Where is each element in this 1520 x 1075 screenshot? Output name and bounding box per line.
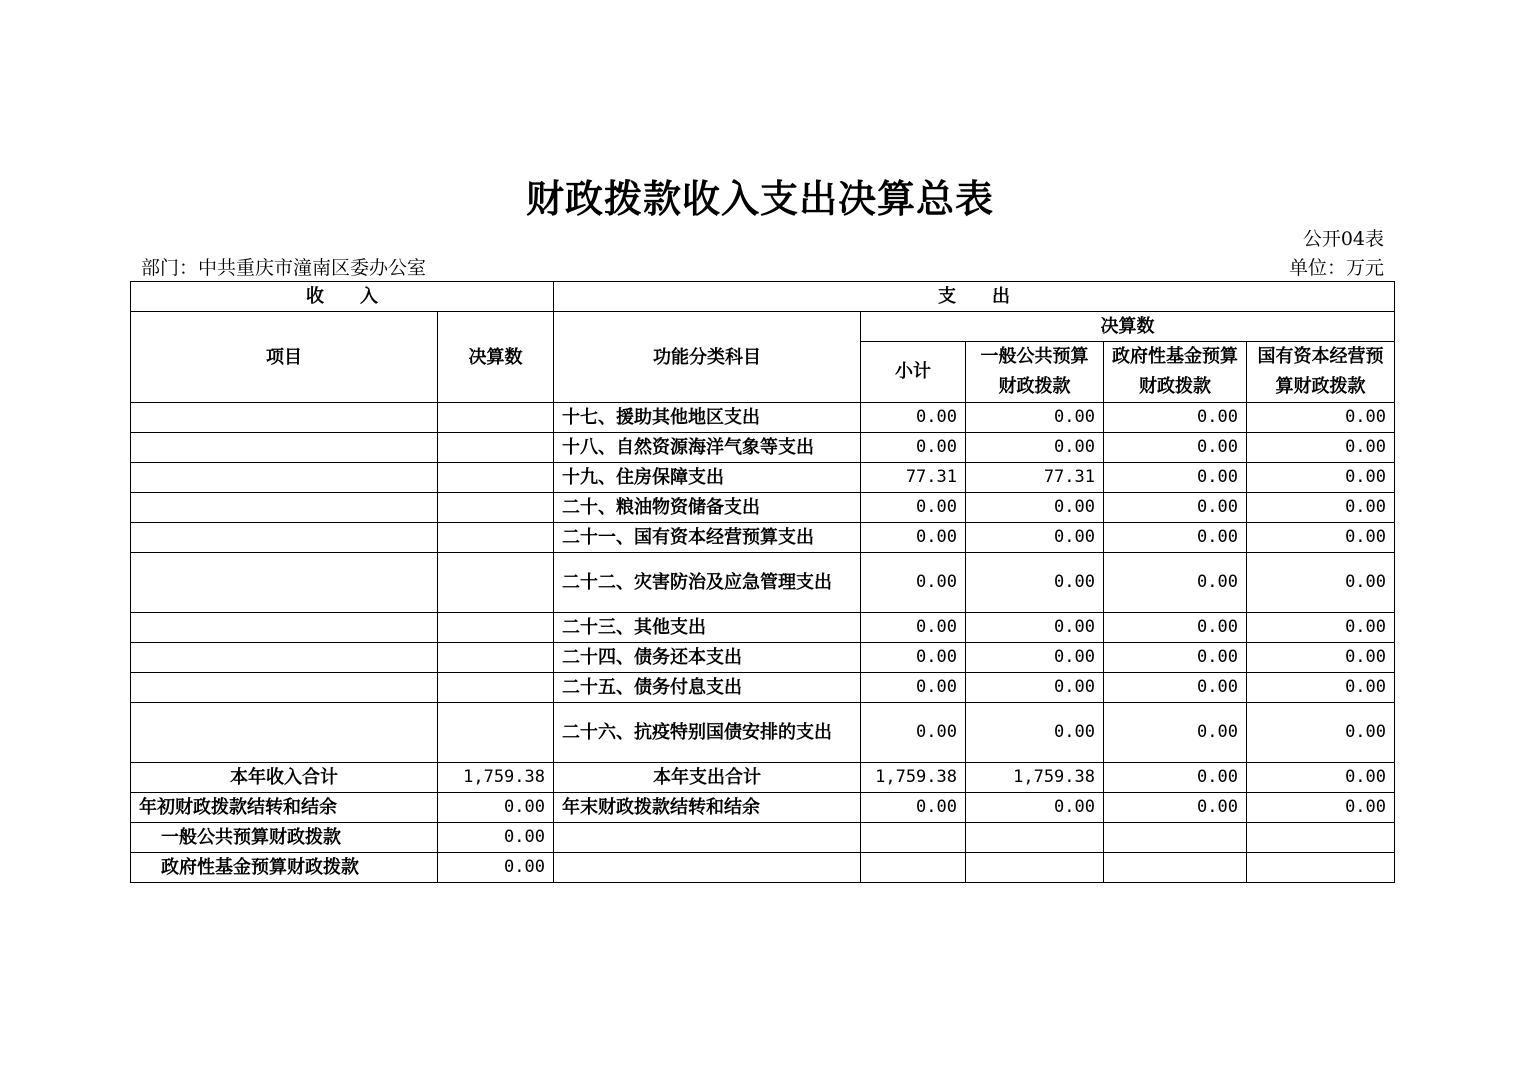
subtotal-value: 0.00 [861,613,966,643]
expense-label: 二十二、灾害防治及应急管理支出 [554,553,861,613]
table-number: 公开04表 [1302,228,1384,250]
subtotal-value: 0.00 [861,403,966,433]
general-budget-header: 一般公共预算财政拨款 [966,342,1104,403]
fund-value: 0.00 [1104,613,1247,643]
totals-row [131,763,1395,793]
expense-label: 二十六、抗疫特别国债安排的支出 [554,703,861,763]
capital-value: 0.00 [1247,463,1395,493]
general-value: 0.00 [966,673,1104,703]
subtotal-value: 0.00 [861,523,966,553]
header-row-1 [131,282,1395,312]
subtotal-value: 0.00 [861,673,966,703]
budget-table [130,281,1395,883]
department-label: 部门：中共重庆市潼南区委办公室 [141,257,427,279]
capital-value: 0.00 [1247,493,1395,523]
sub-income-label: 政府性基金预算财政拨款 [131,853,438,883]
capital-value: 0.00 [1247,433,1395,463]
subtotal-value: 0.00 [861,493,966,523]
capital-value: 0.00 [1247,643,1395,673]
expense-label: 二十三、其他支出 [554,613,861,643]
subtotal-value: 77.31 [861,463,966,493]
income-carry-label: 年初财政拨款结转和结余 [131,793,438,823]
table-row [131,433,1395,463]
final-header: 决算数 [861,312,1395,342]
general-value: 0.00 [966,523,1104,553]
capital-value: 0.00 [1247,553,1395,613]
table-row [131,403,1395,433]
page-title: 财政拨款收入支出决算总表 [525,176,994,221]
fund-value: 0.00 [1104,493,1247,523]
fund-value: 0.00 [1104,763,1247,793]
general-value: 0.00 [966,613,1104,643]
amount-header: 决算数 [438,312,554,403]
expense-label: 二十一、国有资本经营预算支出 [554,523,861,553]
unit-label: 单位：万元 [1288,257,1384,279]
table-row [131,493,1395,523]
sub-income-value: 0.00 [438,823,554,853]
general-value: 0.00 [966,793,1104,823]
fund-value: 0.00 [1104,433,1247,463]
capital-value: 0.00 [1247,673,1395,703]
item-header: 项目 [131,312,438,403]
income-total-label: 本年收入合计 [131,763,438,793]
expense-carry-label: 年末财政拨款结转和结余 [554,793,861,823]
fund-value: 0.00 [1104,523,1247,553]
expense-header: 支 出 [554,282,1395,312]
general-value: 0.00 [966,403,1104,433]
subtotal-header: 小计 [861,342,966,403]
general-value: 0.00 [966,703,1104,763]
table-row [131,673,1395,703]
expense-label: 二十、粮油物资储备支出 [554,493,861,523]
subtotal-value: 0.00 [861,643,966,673]
gov-fund-header: 政府性基金预算财政拨款 [1104,342,1247,403]
state-capital-header: 国有资本经营预算财政拨款 [1247,342,1395,403]
table-row [131,523,1395,553]
fund-value: 0.00 [1104,703,1247,763]
fund-value: 0.00 [1104,403,1247,433]
subtotal-value: 1,759.38 [861,763,966,793]
general-value: 1,759.38 [966,763,1104,793]
carry-row [131,793,1395,823]
capital-value: 0.00 [1247,793,1395,823]
table-row [131,853,1395,883]
income-header: 收 入 [131,282,554,312]
capital-value: 0.00 [1247,613,1395,643]
subtotal-value: 0.00 [861,793,966,823]
capital-value: 0.00 [1247,523,1395,553]
fund-value: 0.00 [1104,643,1247,673]
table-row [131,613,1395,643]
func-category-header: 功能分类科目 [554,312,861,403]
general-value: 0.00 [966,433,1104,463]
fund-value: 0.00 [1104,553,1247,613]
subtotal-value: 0.00 [861,433,966,463]
header-row-2 [131,312,1395,342]
general-value: 0.00 [966,493,1104,523]
expense-label: 十七、援助其他地区支出 [554,403,861,433]
expense-label: 十九、住房保障支出 [554,463,861,493]
fund-value: 0.00 [1104,793,1247,823]
capital-value: 0.00 [1247,763,1395,793]
income-carry-value: 0.00 [438,793,554,823]
expense-total-label: 本年支出合计 [554,763,861,793]
expense-label: 二十五、债务付息支出 [554,673,861,703]
table-row [131,463,1395,493]
sub-income-value: 0.00 [438,853,554,883]
sub-income-label: 一般公共预算财政拨款 [131,823,438,853]
income-total-value: 1,759.38 [438,763,554,793]
general-value: 77.31 [966,463,1104,493]
table-row [131,643,1395,673]
general-value: 0.00 [966,553,1104,613]
table-row [131,703,1395,763]
fund-value: 0.00 [1104,673,1247,703]
table-row [131,553,1395,613]
capital-value: 0.00 [1247,403,1395,433]
fund-value: 0.00 [1104,463,1247,493]
expense-label: 二十四、债务还本支出 [554,643,861,673]
general-value: 0.00 [966,643,1104,673]
capital-value: 0.00 [1247,703,1395,763]
subtotal-value: 0.00 [861,553,966,613]
table-row [131,823,1395,853]
subtotal-value: 0.00 [861,703,966,763]
expense-label: 十八、自然资源海洋气象等支出 [554,433,861,463]
